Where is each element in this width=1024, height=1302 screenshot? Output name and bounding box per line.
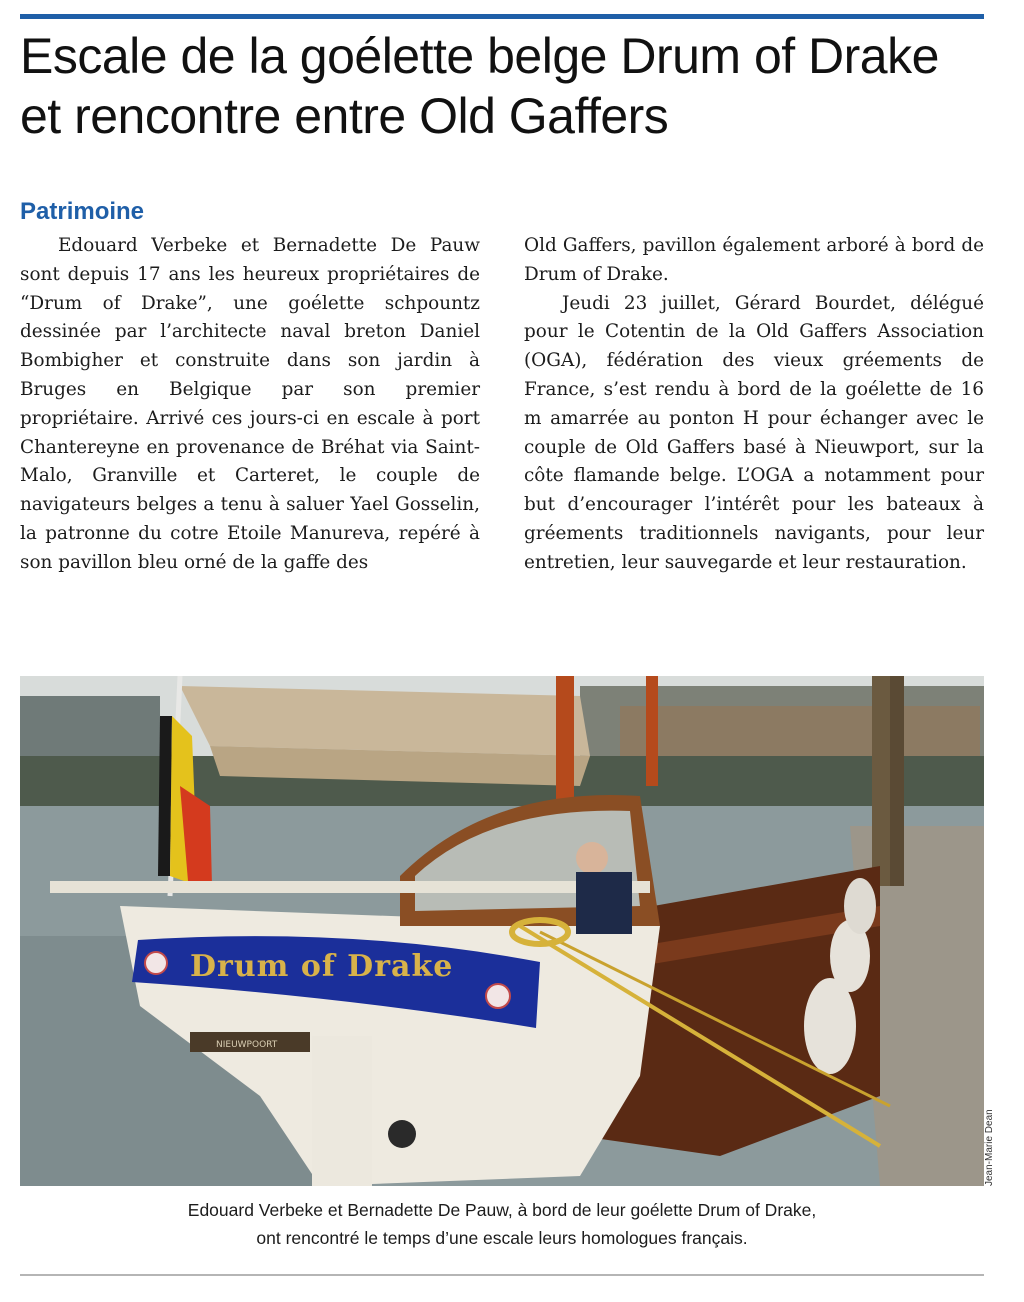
caption-line: Edouard Verbeke et Bernadette De Pauw, à bord de leur goélette Drum of Drake, — [187, 1200, 817, 1220]
paragraph: Jeudi 23 juillet, Gérard Bourdet, délégué pour le Cotentin de la Old Gaffers Association (OGA), fédération des vieux gréements de France, s’est rendu à bord de la goélette de 16 m amarrée au ponton H pour échanger avec le couple de Old Gaffers basé à Nieuwport, sur la côte flamande belge. L’OGA a notamment pour but d’encourager l’intérêt pour les bateaux à gréements traditionnels navigants, pour leur entretien, leur sauvegarde et leur restauration. — [524, 292, 984, 573]
paragraph: Edouard Verbeke et Bernadette De Pauw sont depuis 17 ans les heureux propriétaires de “Drum of Drake”, une goélette schpountz dessinée par l’architecte naval breton Daniel Bombigher et construite dans son jardin à Bruges en Belgique par son premier propriétaire. Arrivé ces jours-ci en escale à port Chantereyne en provenance de Bréhat via Saint-Malo, Granville et Carteret, le couple de navigateurs belges a tenu à saluer Yael Gosselin, la patronne du cotre Etoile Manureva, repéré à son pavillon bleu orné de la gaffe des — [20, 235, 480, 573]
section-kicker: Patrimoine — [20, 198, 145, 225]
photo-caption — [20, 1196, 984, 1252]
paragraph: Old Gaffers, pavillon également arboré à bord de Drum of Drake. — [524, 235, 984, 285]
home-port-plate: NIEUWPOORT — [216, 1040, 278, 1050]
boat-name-lettering: Drum of Drake — [190, 949, 454, 984]
top-rule — [20, 14, 984, 19]
article-photo — [20, 676, 984, 1186]
article-column-2 — [524, 232, 984, 578]
headline: Escale de la goélette belge Drum of Drake et rencontre entre Old Gaffers — [20, 28, 939, 144]
article-column-1 — [20, 232, 480, 578]
bottom-rule — [20, 1274, 984, 1276]
caption-line: ont rencontré le temps d’une escale leurs homologues français. — [256, 1228, 748, 1248]
photo-credit: Jean-Marie Dean — [984, 1109, 995, 1186]
